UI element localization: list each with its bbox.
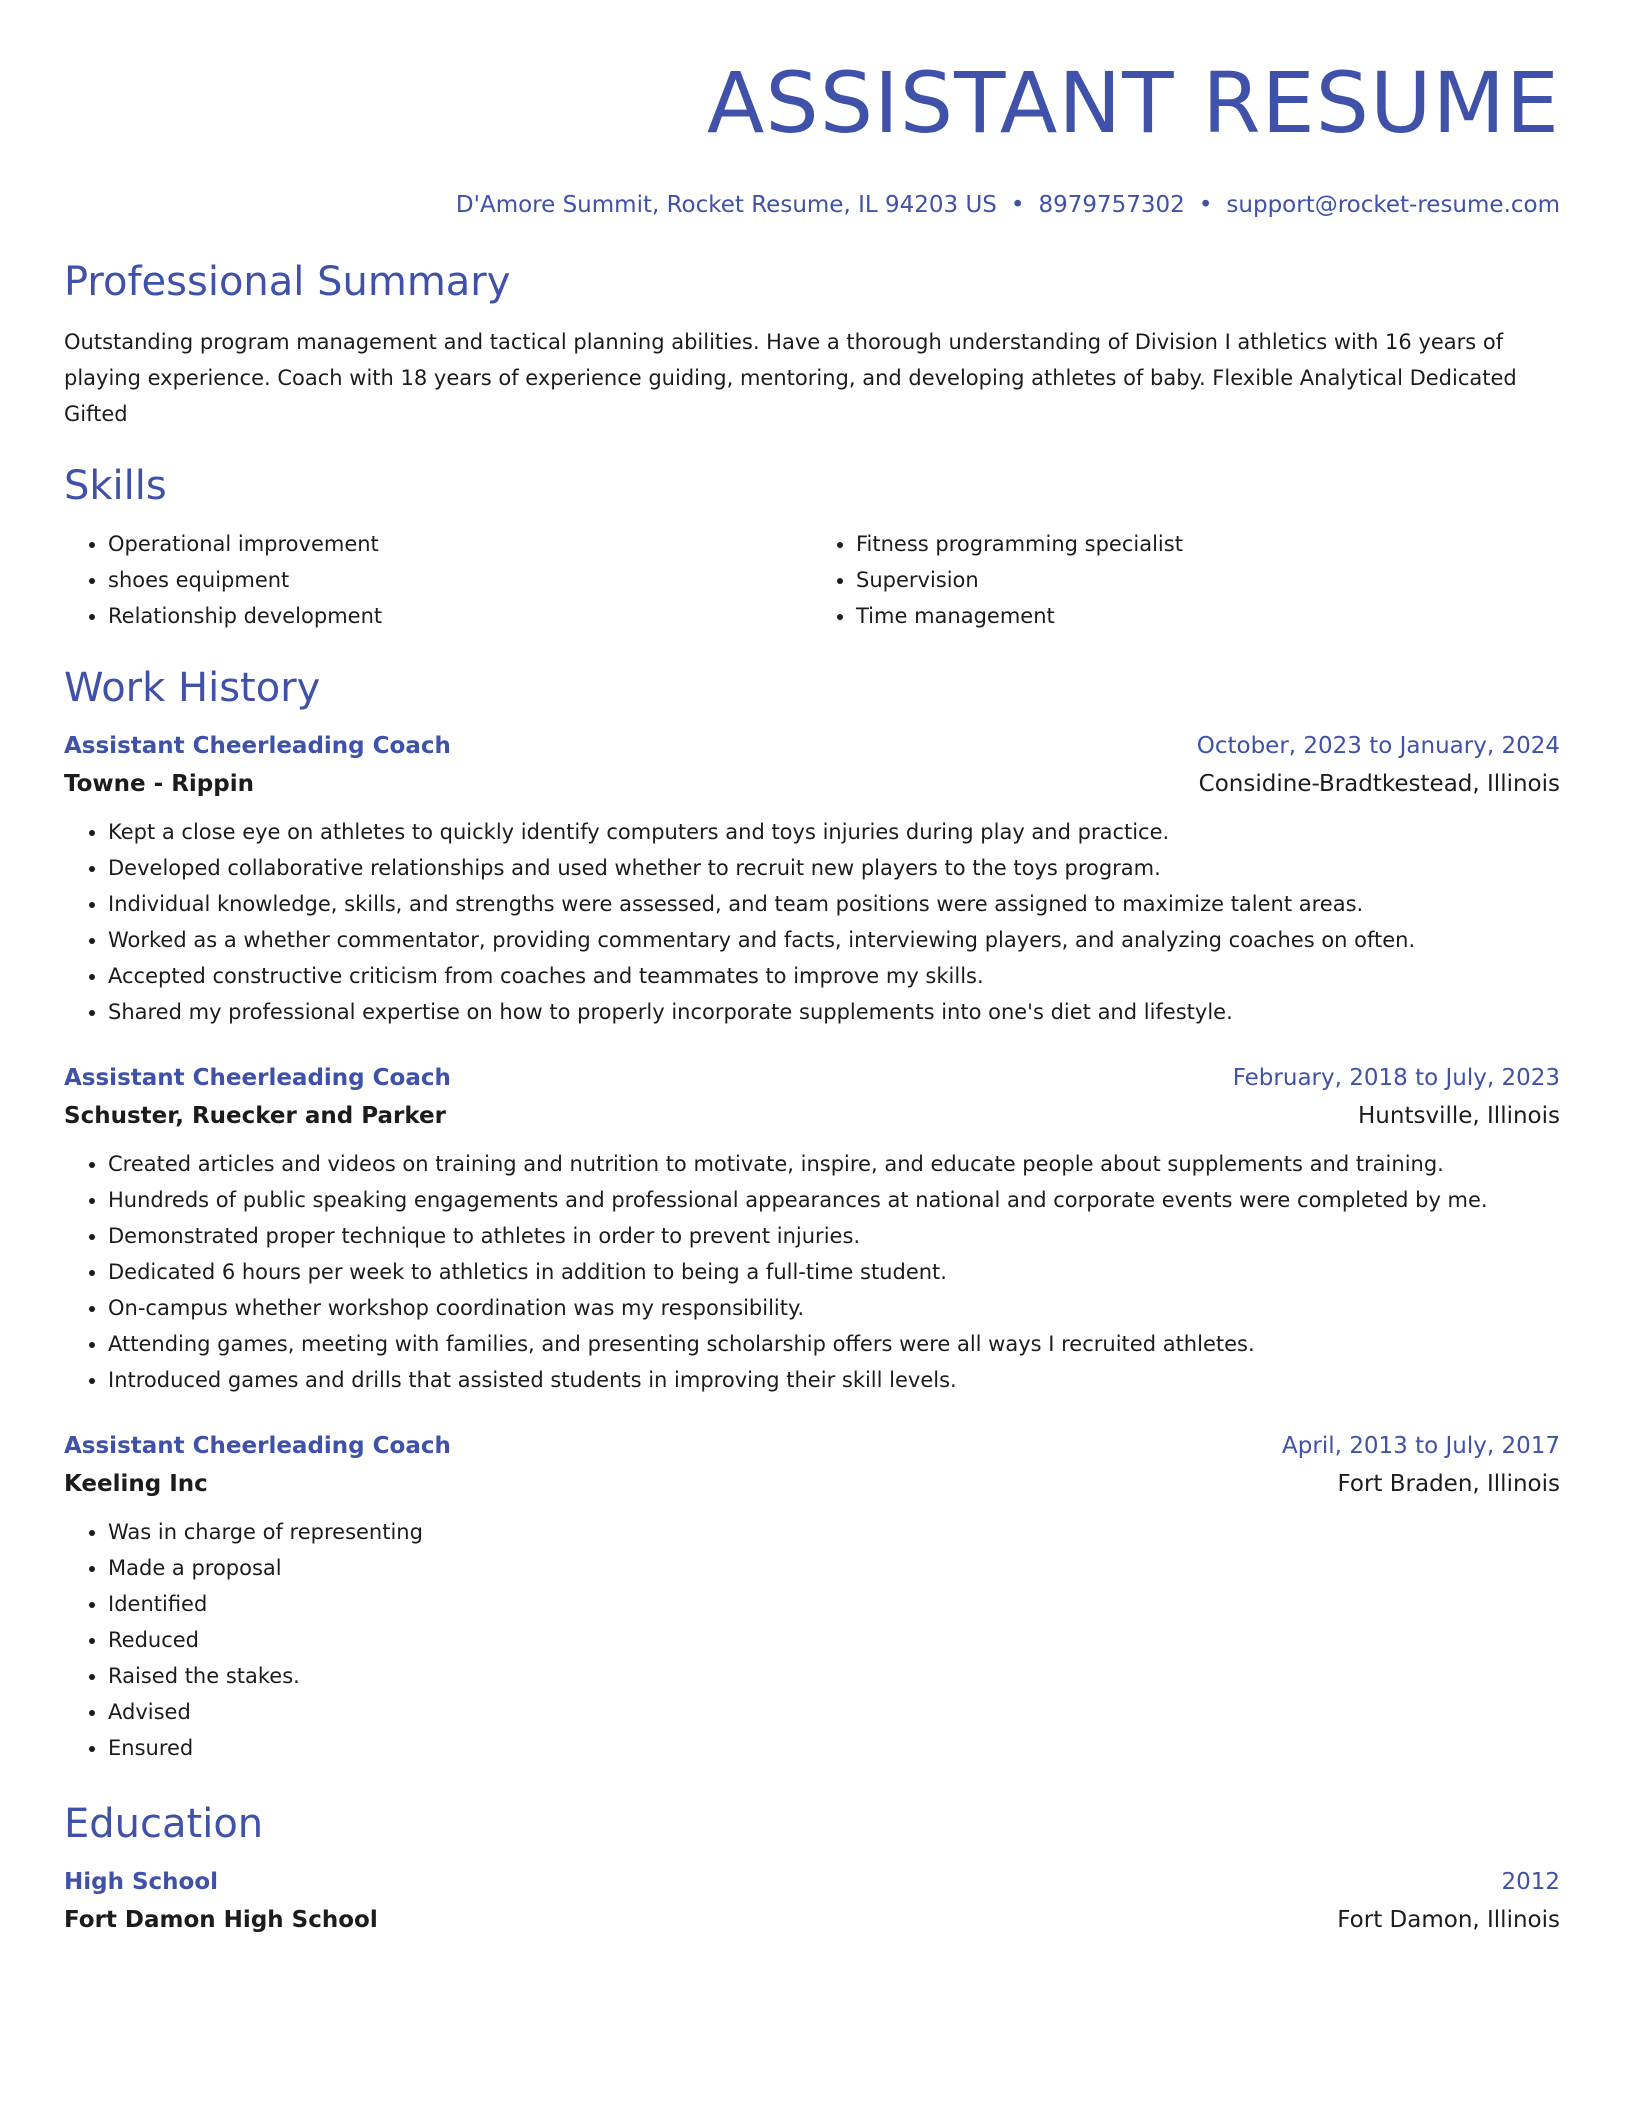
job-bullet: • Hundreds of public speaking engagements and professional appearances at national and corporate events were completed by me. [108, 1182, 1560, 1218]
skills-column-right [812, 526, 1560, 634]
job-company: Towne - Rippin [64, 771, 254, 797]
job-dates: October, 2023 to January, 2024 [1196, 733, 1560, 759]
job-location: Huntsville, Illinois [1358, 1103, 1560, 1129]
job-bullet: • Attending games, meeting with families, and presenting scholarship offers were all ways I recruited athletes. [108, 1326, 1560, 1362]
job-header [64, 1062, 1560, 1094]
contact-line [64, 190, 1560, 220]
job-bullet: • Accepted constructive criticism from coaches and teammates to improve my skills. [108, 958, 1560, 994]
skill-item: • shoes equipment [108, 562, 812, 598]
job-bullet: • Advised [108, 1694, 1560, 1730]
job-entry [64, 1430, 1560, 1766]
job-location: Considine-Bradtkestead, Illinois [1198, 771, 1560, 797]
skill-item: • Fitness programming specialist [856, 526, 1560, 562]
job-bullet: • Ensured [108, 1730, 1560, 1766]
contact-separator: • [1198, 192, 1213, 218]
education-degree: High School [64, 1869, 219, 1895]
contact-address: D'Amore Summit, Rocket Resume, IL 94203 US [455, 192, 997, 218]
job-entry [64, 730, 1560, 1030]
job-bullet: • Demonstrated proper technique to athletes in order to prevent injuries. [108, 1218, 1560, 1254]
job-bullet: • Made a proposal [108, 1550, 1560, 1586]
job-subheader [64, 1100, 1560, 1132]
summary-text: Outstanding program management and tactical planning abilities. Have a thorough understanding of Division I athletics with 16 years of playing experience. Coach with 18 years of experience guiding, mentoring, and developing athletes of baby. Flexible Analytical Dedicated Gifted [64, 330, 1517, 426]
job-title: Assistant Cheerleading Coach [64, 1433, 451, 1459]
job-bullets [64, 1146, 1560, 1398]
contact-separator: • [1010, 192, 1025, 218]
job-bullet: • Raised the stakes. [108, 1658, 1560, 1694]
job-bullets [64, 814, 1560, 1030]
contact-email: support@rocket-resume.com [1226, 192, 1560, 218]
job-company: Schuster, Ruecker and Parker [64, 1103, 446, 1129]
job-bullet: • Reduced [108, 1622, 1560, 1658]
job-subheader [64, 1468, 1560, 1500]
section-title-skills: Skills [64, 463, 167, 509]
resume-page [64, 0, 1560, 1936]
education-year: 2012 [1501, 1869, 1560, 1895]
skills-list [64, 526, 1560, 634]
job-location: Fort Braden, Illinois [1337, 1471, 1560, 1497]
job-bullet: • Individual knowledge, skills, and strengths were assessed, and team positions were assigned to maximize talent areas. [108, 886, 1560, 922]
skill-item: • Time management [856, 598, 1560, 634]
job-title: Assistant Cheerleading Coach [64, 1065, 451, 1091]
section-title-summary: Professional Summary [64, 259, 511, 305]
education-subheader [64, 1904, 1560, 1936]
job-dates: February, 2018 to July, 2023 [1232, 1065, 1560, 1091]
job-dates: April, 2013 to July, 2017 [1282, 1433, 1560, 1459]
job-bullet: • Worked as a whether commentator, providing commentary and facts, interviewing players, and analyzing coaches on often. [108, 922, 1560, 958]
job-bullet: • Dedicated 6 hours per week to athletics in addition to being a full-time student. [108, 1254, 1560, 1290]
skill-item: • Operational improvement [108, 526, 812, 562]
skills-column-left [64, 526, 812, 634]
section-title-education: Education [64, 1801, 264, 1847]
education-entry [64, 1866, 1560, 1936]
contact-phone: 8979757302 [1038, 192, 1185, 218]
job-bullet: • On-campus whether workshop coordination was my responsibility. [108, 1290, 1560, 1326]
skill-item: • Relationship development [108, 598, 812, 634]
job-bullet: • Developed collaborative relationships and used whether to recruit new players to the toys program. [108, 850, 1560, 886]
job-header [64, 730, 1560, 762]
job-bullet: • Shared my professional expertise on how to properly incorporate supplements into one's diet and lifestyle. [108, 994, 1560, 1030]
education-header [64, 1866, 1560, 1898]
job-entry [64, 1062, 1560, 1398]
job-bullet: • Created articles and videos on training and nutrition to motivate, inspire, and educate people about supplements and training. [108, 1146, 1560, 1182]
resume-name: ASSISTANT RESUME [706, 54, 1560, 152]
job-title: Assistant Cheerleading Coach [64, 733, 451, 759]
job-bullet: • Was in charge of representing [108, 1514, 1560, 1550]
job-header [64, 1430, 1560, 1462]
education-location: Fort Damon, Illinois [1337, 1907, 1560, 1933]
education-school: Fort Damon High School [64, 1907, 378, 1933]
section-title-work-history: Work History [64, 665, 321, 711]
job-company: Keeling Inc [64, 1471, 208, 1497]
job-bullet: • Identified [108, 1586, 1560, 1622]
job-bullet: • Kept a close eye on athletes to quickly identify computers and toys injuries during play and practice. [108, 814, 1560, 850]
job-subheader [64, 768, 1560, 800]
job-bullet: • Introduced games and drills that assisted students in improving their skill levels. [108, 1362, 1560, 1398]
job-bullets [64, 1514, 1560, 1766]
skill-item: • Supervision [856, 562, 1560, 598]
